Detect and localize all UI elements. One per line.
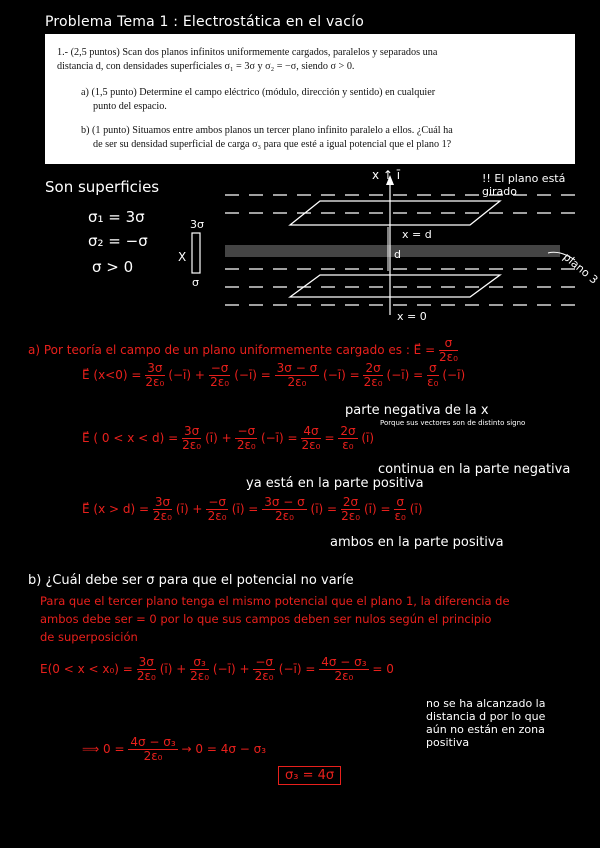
label-plano-3: plano 3 <box>560 250 600 287</box>
note-parte-negativa: parte negativa de la x <box>345 403 489 418</box>
problem-heading-2: distancia d, con densidades superficiales σ₁ = 3σ y σ₂ = −σ, siendo σ > 0. <box>57 61 355 72</box>
note-continua-negativa: continua en la parte negativa <box>378 462 571 477</box>
final-answer <box>278 768 341 783</box>
note-b-3: aún no están en zona <box>426 723 545 736</box>
eq-field-x-lt-0: E⃗ (x<0) = $\frac{3\sigma}{\text{2ε₀}}$ (−ī) + $\frac{-\sigma}{\text{2ε₀}}$ (−ī) = $\frac{3\sigma - \sigma}{\text{2ε₀}}$ (−ī) = $\frac{2\sigma}{\text{2ε₀}}$ (−ī) = $\frac{\sigma}{\text{ε₀}}$ (−ī) <box>82 361 466 389</box>
note-sigma1: σ₁ = 3σ <box>88 208 145 226</box>
part-b-line-3: de superposición <box>40 630 138 644</box>
problem-part-a-2: punto del espacio. <box>93 101 167 112</box>
label-x-eq-0: x = 0 <box>397 310 427 323</box>
problem-part-a: a) (1,5 punto) Determine el campo eléctrico (módulo, dirección y sentido) en cualquier <box>81 87 436 98</box>
eq-field-b: E(0 < x < x₀) = $\frac{3\sigma}{\text{2ε₀}}$ (ī) + $\frac{\text{σ₃}}{\text{2ε₀}}$ (−ī) + $\frac{-\sigma}{\text{2ε₀}}$ (−ī) = $\frac{\text{4σ − σ₃}}{\text{2ε₀}}$ = 0 <box>40 655 394 683</box>
part-b-question: b) ¿Cuál debe ser σ para que el potencial no varíe <box>28 573 354 588</box>
eq-field-0-lt-x-lt-d: E⃗ ( 0 < x < d) = $\frac{3\sigma}{\text{2ε₀}}$ (ī) + $\frac{-\sigma}{\text{2ε₀}}$ (−ī) = $\frac{4\sigma}{\text{2ε₀}}$ = $\frac{2\sigma}{\text{ε₀}}$ (ī) <box>82 424 375 452</box>
plane-3-band <box>225 245 560 257</box>
eq-field-x-gt-d-label: E⃗ (x > d) = <box>82 502 150 516</box>
label-3s: 3σ <box>190 218 204 231</box>
note-b <box>426 697 545 749</box>
part-a-intro: a) Por teoría el campo de un plano uniformemente cargado es : E⃗ = $\frac{\sigma}{\text{2ε₀}}$ <box>28 336 458 364</box>
problem-heading: 1.- (2,5 puntos) Scan dos planos infinitos uniformemente cargados, paralelos y separados una <box>57 47 438 58</box>
part-b-line-1: Para que el tercer plano tenga el mismo potencial que el plano 1, la diferencia de <box>40 594 510 608</box>
note-sigma3: σ > 0 <box>92 258 134 276</box>
eq-field-0-lt-x-lt-d-label: E⃗ ( 0 < x < d) = <box>82 431 179 445</box>
problem-part-b-2: de ser su densidad superficial de carga σ₃ para que esté a igual potencial que el plano 1? <box>93 139 452 150</box>
note-son-superficies: Son superficies <box>45 178 160 196</box>
note-plane-rotated: !! El plano está girado <box>482 172 566 198</box>
eq-result-2: → 0 = 4σ − σ₃ <box>181 742 267 756</box>
note-distinto-signo: Porque sus vectores son de distinto signo <box>380 419 526 427</box>
note-sigma2: σ₂ = −σ <box>88 232 148 250</box>
note-ambos-positiva: ambos en la parte positiva <box>330 535 504 550</box>
final-answer-value: σ₃ = 4σ <box>278 766 341 785</box>
note-b-4: positiva <box>426 736 470 749</box>
label-x-eq-d: x = d <box>402 228 432 241</box>
label-d: d <box>394 248 401 261</box>
note-ya-positiva: ya está en la parte positiva <box>246 476 424 491</box>
page-title: Problema Tema 1 : Electrostática en el vacío <box>45 14 364 30</box>
part-b-line-2: ambos debe ser = 0 por lo que sus campos deben ser nulos según el principio <box>40 612 492 626</box>
eq-result: ⟹ 0 = $\frac{\text{4σ − σ₃}}{\text{2ε₀}}$ → 0 = 4σ − σ₃ <box>82 735 267 763</box>
problem-part-b: b) (1 punto) Situamos entre ambos planos un tercer plano infinito paralelo a ellos. ¿Cuál ha <box>81 125 453 136</box>
label-sigma: σ <box>192 276 199 289</box>
problem-statement <box>45 34 575 164</box>
axis-label: x ↑ ī <box>372 168 401 182</box>
note-b-1: no se ha alcanzado la <box>426 697 546 710</box>
eq-field-x-gt-d: E⃗ (x > d) = $\frac{3\sigma}{\text{2ε₀}}$ (ī) + $\frac{-\sigma}{\text{2ε₀}}$ (ī) = $\frac{3\sigma - \sigma}{\text{2ε₀}}$ (ī) = $\frac{2\sigma}{\text{2ε₀}}$ (ī) = $\frac{\sigma}{\text{ε₀}}$ (ī) <box>82 495 423 523</box>
label-x: X <box>178 250 187 264</box>
part-a-intro-text: a) Por teoría el campo de un plano uniformemente cargado es : E⃗ = <box>28 343 436 357</box>
eq-field-b-label: E(0 < x < x₀) = <box>40 662 133 676</box>
note-b-2: distancia d por lo que <box>426 710 546 723</box>
eq-result-1: ⟹ 0 = <box>82 742 125 756</box>
eq-field-x-lt-0-label: E⃗ (x<0) = <box>82 368 142 382</box>
